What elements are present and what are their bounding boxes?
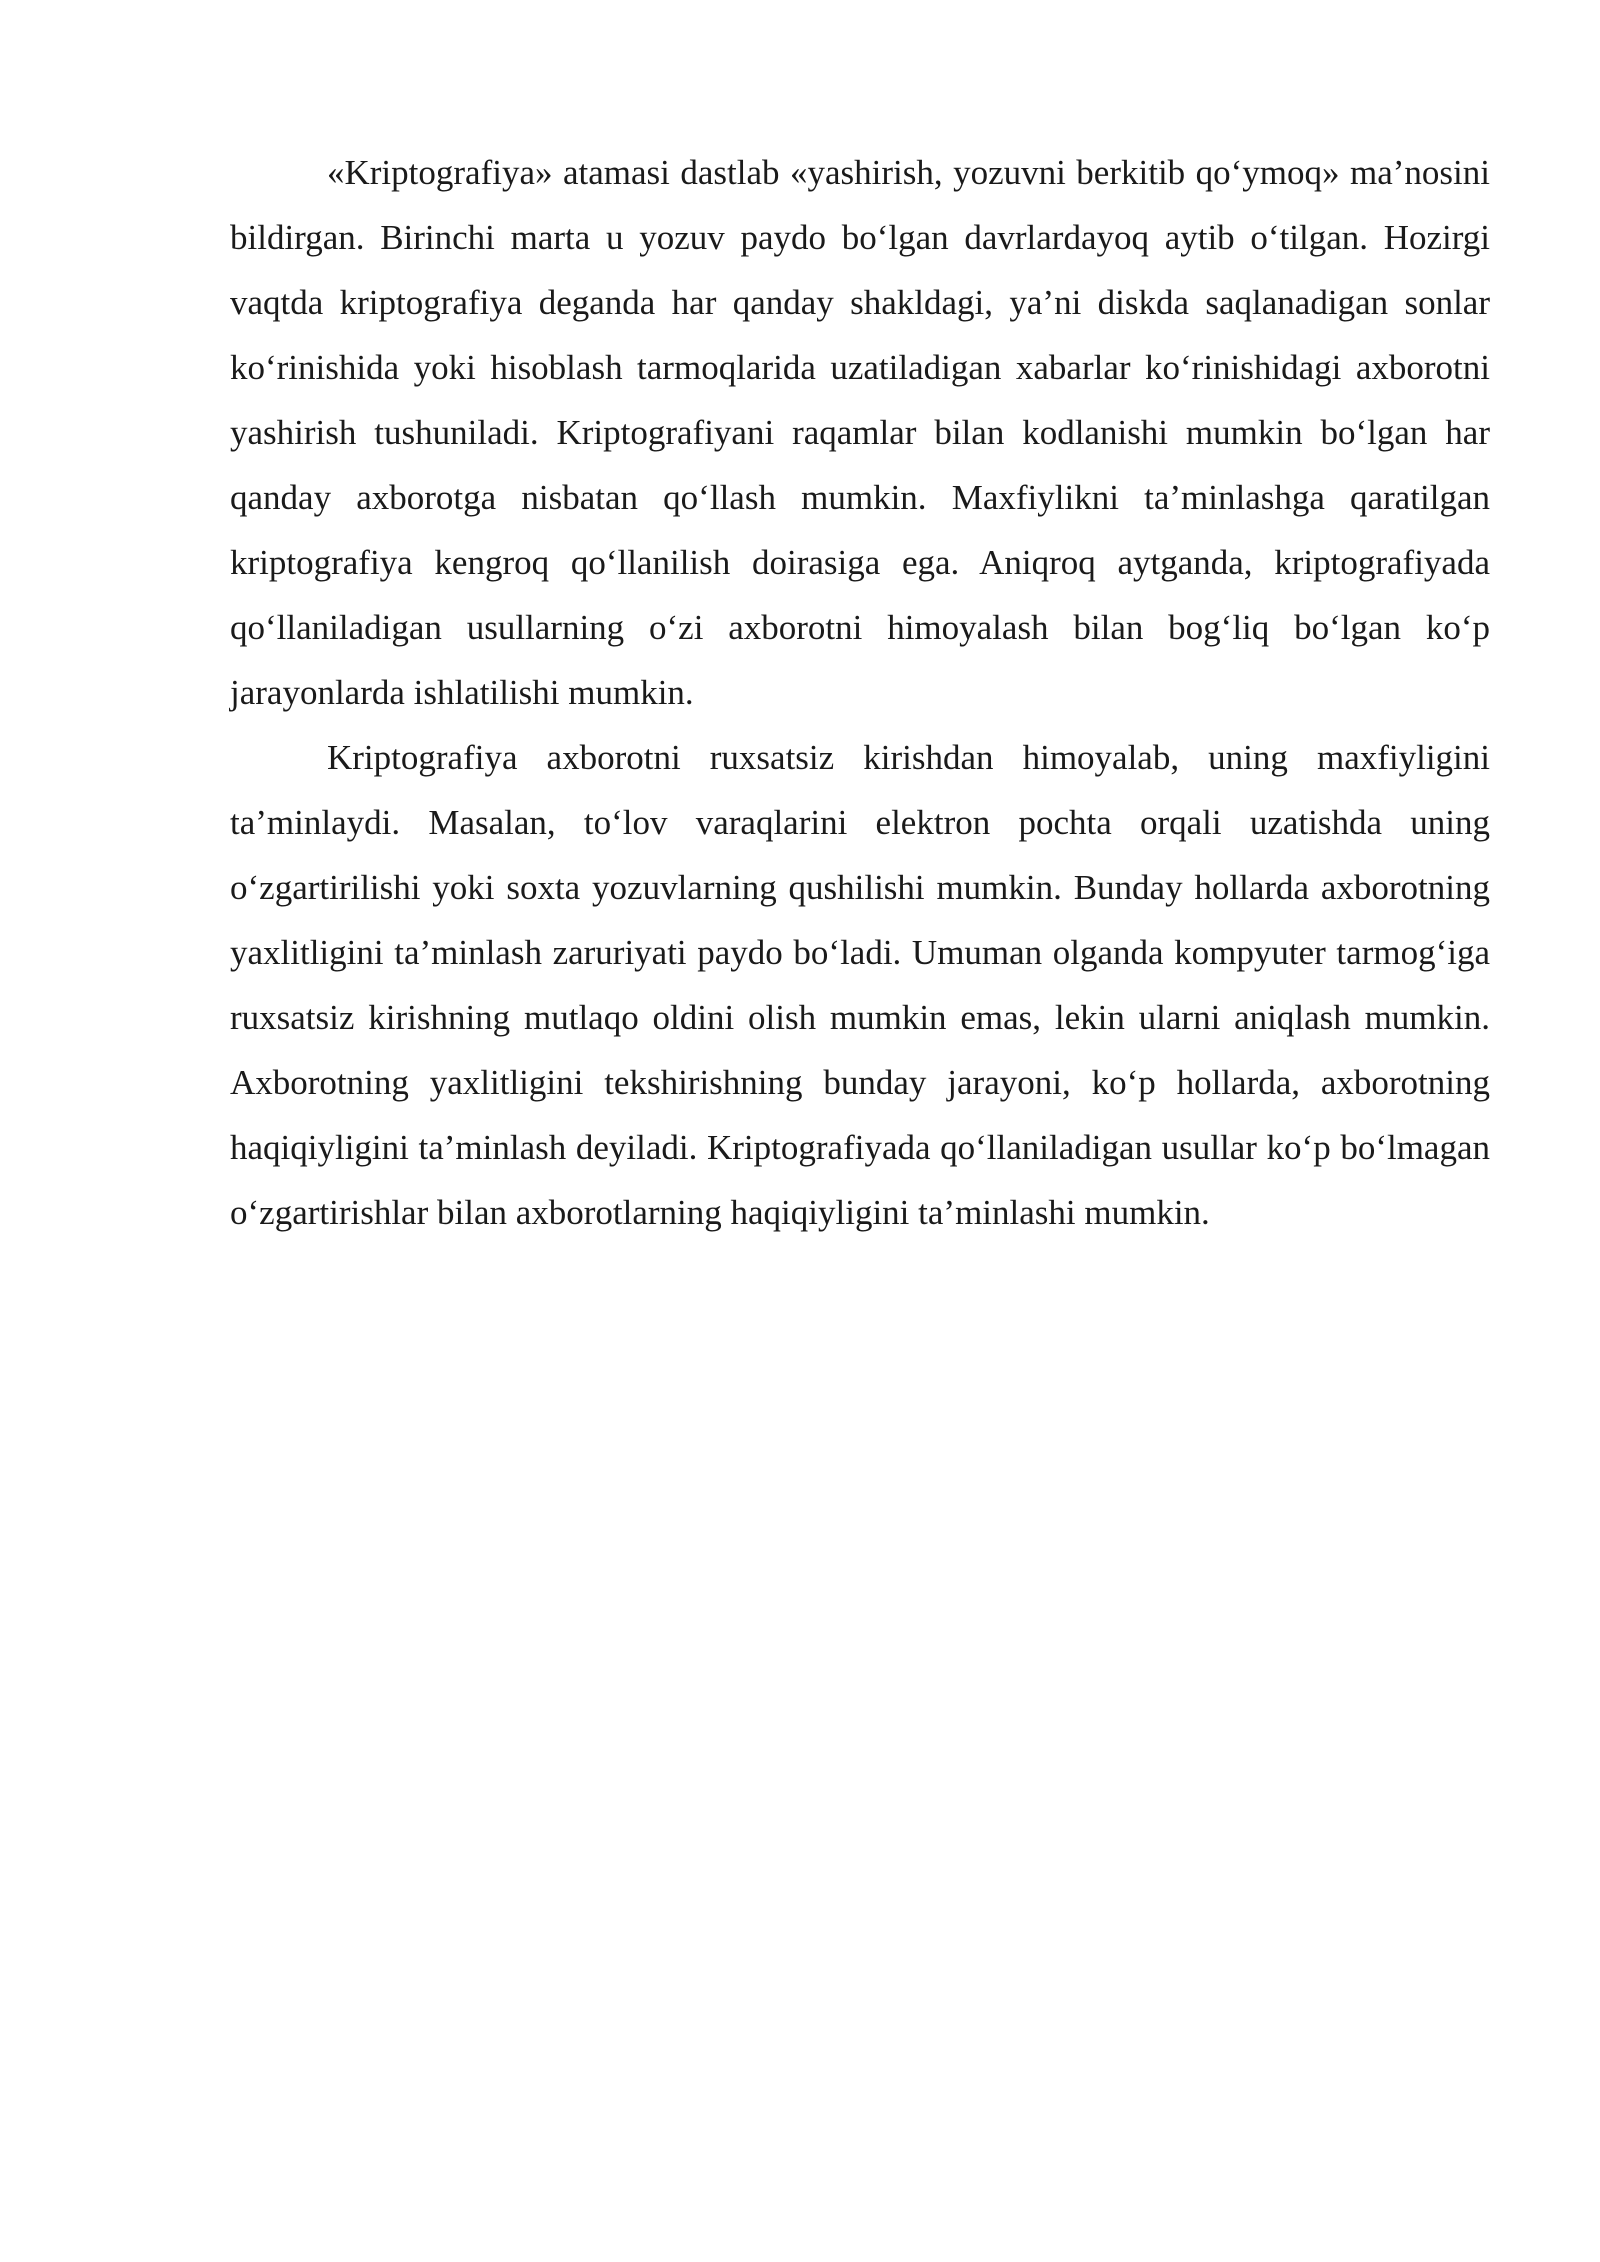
document-body [230, 140, 1490, 1245]
paragraph-1: «Kriptografiya» atamasi dastlab «yashirish, yozuvni berkitib qo‘ymoq» ma’nosini bildirgan. Birinchi marta u yozuv paydo bo‘lgan davrlardayoq aytib o‘tilgan. Hozirgi vaqtda kriptografiya deganda har qanday shakldagi, ya’ni diskda saqlanadigan sonlar ko‘rinishida yoki hisoblash tarmoqlarida uzatiladigan xabarlar ko‘rinishidagi axborotni yashirish tushuniladi. Kriptografiyani raqamlar bilan kodlanishi mumkin bo‘lgan har qanday axborotga nisbatan qo‘llash mumkin. Maxfiylikni ta’minlashga qaratilgan kriptografiya kengroq qo‘llanilish doirasiga ega. Aniqroq aytganda, kriptografiyada qo‘llaniladigan usullarning o‘zi axborotni himoyalash bilan bog‘liq bo‘lgan ko‘p jarayonlarda ishlatilishi mumkin. [230, 153, 1490, 712]
paragraph-2: Kriptografiya axborotni ruxsatsiz kirishdan himoyalab, uning maxfiyligini ta’minlaydi. Masalan, to‘lov varaqlarini elektron pochta orqali uzatishda uning o‘zgartirilishi yoki soxta yozuvlarning qushilishi mumkin. Bunday hollarda axborotning yaxlitligini ta’minlash zaruriyati paydo bo‘ladi. Umuman olganda kompyuter tarmog‘iga ruxsatsiz kirishning mutlaqo oldini olish mumkin emas, lekin ularni aniqlash mumkin. Axborotning yaxlitligini tekshirishning bunday jarayoni, ko‘p hollarda, axborotning haqiqiyligini ta’minlash deyiladi. Kriptografiyada qo‘llaniladigan usullar ko‘p bo‘lmagan o‘zgartirishlar bilan axborotlarning haqiqiyligini ta’minlashi mumkin. [230, 738, 1490, 1232]
